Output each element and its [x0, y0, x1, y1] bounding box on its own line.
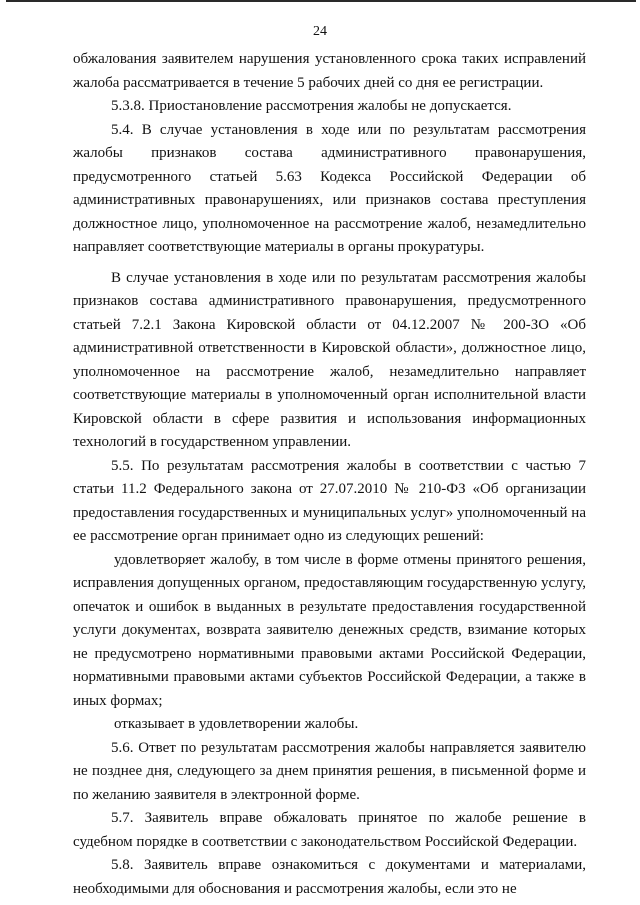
decision-option-refuse: отказывает в удовлетворении жалобы.	[114, 716, 359, 732]
paragraph-5-4: 5.4. В случае установления в ходе или по результатам рассмотрения жалобы признаков состава административного правонарушения, предусмотренного статьей 5.63 Кодекса Российской Федерации об административных правонарушениях, или признаков состава преступления должностное лицо, уполномоченное на рассмотрение жалоб, незамедлительно направляет соответствующие материалы в органы прокуратуры.	[73, 121, 586, 255]
paragraph-continuation: обжалования заявителем нарушения установленного срока таких исправлений жалоба рассматривается в течение 5 рабочих дней со дня ее регистрации.	[73, 51, 586, 91]
paragraph-5-7: 5.7. Заявитель вправе обжаловать принятое по жалобе решение в судебном порядке в соответствии с законодательством Российской Федерации.	[73, 810, 586, 850]
paragraph-5-6: 5.6. Ответ по результатам рассмотрения жалобы направляется заявителю не позднее дня, следующего за днем принятия решения, в письменной форме и по желанию заявителя в электронной форме.	[73, 739, 586, 803]
document-body	[73, 48, 586, 901]
page-number: 24	[313, 24, 327, 39]
paragraph-5-3-8: 5.3.8. Приостановление рассмотрения жалобы не допускается.	[111, 98, 512, 114]
decision-option-satisfy: удовлетворяет жалобу, в том числе в форме отмены принятого решения, исправления допущенных органом, предоставляющим государственную услугу, опечаток и ошибок в выданных в результате предоставления государственной услуги документах, возврата заявителю денежных средств, взимание которых не предусмотрено нормативными правовыми актами Российской Федерации, нормативными правовыми актами субъектов Российской Федерации, а также в иных формах;	[73, 551, 586, 709]
paragraph-5-4-regional: В случае установления в ходе или по результатам рассмотрения жалобы признаков состава административного правонарушения, предусмотренного статьей 7.2.1 Закона Кировской области от 04.12.2007 № 200-ЗО «Об административной ответственности в Кировской области», должностное лицо, уполномоченное на рассмотрение жалоб, незамедлительно направляет соответствующие материалы в уполномоченный орган исполнительной власти Кировской области в сфере развития и использования информационных технологий в государственном управлении.	[73, 269, 586, 450]
paragraph-5-5: 5.5. По результатам рассмотрения жалобы в соответствии с частью 7 статьи 11.2 Федерального закона от 27.07.2010 № 210-ФЗ «Об организации предоставления государственных и муниципальных услуг» уполномоченный на ее рассмотрение орган принимает одно из следующих решений:	[73, 457, 586, 544]
paragraph-5-8: 5.8. Заявитель вправе ознакомиться с документами и материалами, необходимыми для обоснования и рассмотрения жалобы, если это не	[73, 857, 586, 897]
top-edge-rule	[6, 0, 636, 2]
